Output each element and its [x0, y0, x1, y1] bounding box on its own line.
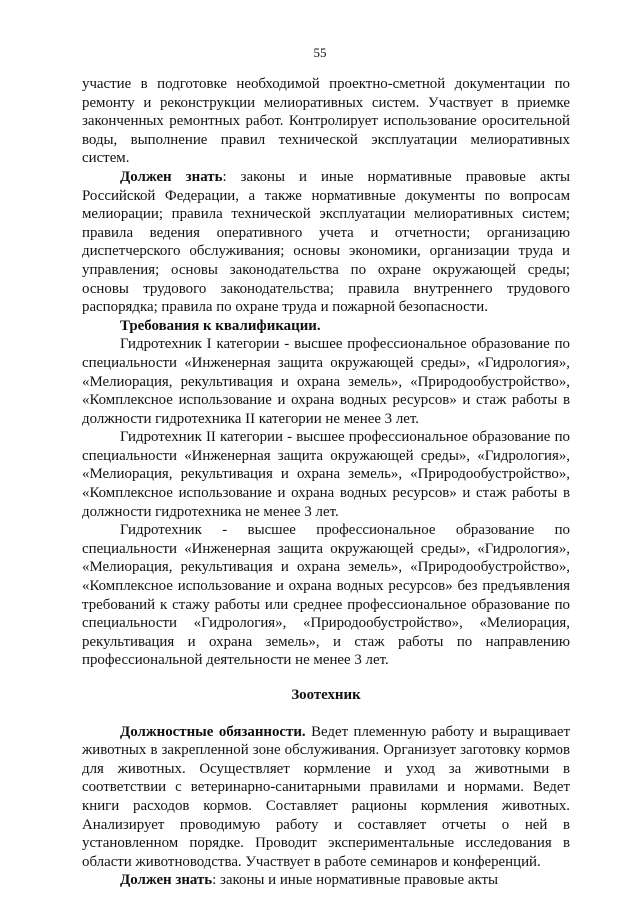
- zootechnician-must-know-label: Должен знать: [120, 872, 213, 889]
- must-know-text: : законы и иные нормативные правовые акты Российской Федерации, а также нормативные документы по вопросам мелиорации; правила технической эксплуатации мелиоративных систем; правила ведения оперативного учета и отчетности; организацию диспетчерского обслуживания; основы экономики, организации труда и управления; основы законодательства по охране окружающей среды; основы трудового законодательства; правила внутреннего трудового распорядка; правила по охране труда и пожарной безопасности.: [82, 168, 570, 316]
- paragraph-category-2: Гидротехник II категории - высшее профессиональное образование по специальности «Инженерная защита окружающей среды», «Гидрология», «Мелиорация, рекультивация и охрана земель», «Природообустройство», «Комплексное использование и охрана водных ресурсов» и стаж работы в должности гидротехника не менее 3 лет.: [82, 429, 570, 520]
- qualification-heading: [82, 317, 570, 336]
- zootechnician-must-know-text: : законы и иные нормативные правовые акты: [212, 872, 499, 889]
- paragraph-technician: Гидротехник - высшее профессиональное образование по специальности «Инженерная защита окружающей среды», «Гидрология», «Мелиорация, рекультивация и охрана земель», «Природообустройство», «Комплексное использование и охрана водных ресурсов» без предъявления требований к стажу работы или среднее профессиональное образование по специальности «Гидрология», «Природообустройство», «Мелиорация, рекультивация и охрана земель», и стаж работы по направлению профессиональной деятельности не менее 3 лет.: [82, 522, 570, 669]
- qualification-heading-text: Требования к квалификации.: [120, 317, 321, 334]
- document-body: [82, 75, 570, 890]
- duties-label: Должностные обязанности.: [120, 723, 306, 740]
- paragraph-must-know: [82, 168, 570, 317]
- paragraph-category-1: Гидротехник I категории - высшее профессиональное образование по специальности «Инженерная защита окружающей среды», «Гидрология», «Мелиорация, рекультивация и охрана земель», «Природообустройство», «Комплексное использование и охрана водных ресурсов» и стаж работы в должности гидротехника II категории не менее 3 лет.: [82, 336, 570, 427]
- paragraph-zootechnician-duties: [82, 723, 570, 872]
- page-number: 55: [313, 45, 327, 60]
- paragraph-zootechnician-must-know: [82, 871, 570, 890]
- section-title: Зоотехник: [291, 687, 361, 703]
- duties-text: Ведет племенную работу и выращивает животных в закрепленной зоне обслуживания. Организует заготовку кормов для животных. Осуществляет кормление и уход за животными в соответствии с ветеринарно-санитарными правилами и нормами. Ведет книги расходов кормов. Составляет рационы кормления животных. Анализирует проводимую работу и составляет отчеты о ней в установленном порядке. Проводит экспериментальные исследования в области животноводства. Участвует в работе семинаров и конференций.: [82, 723, 570, 870]
- must-know-label: Должен знать: [120, 168, 223, 185]
- paragraph-duties-continued: участие в подготовке необходимой проектно-сметной документации по ремонту и реконструкции мелиоративных систем. Участвует в приемке законченных ремонтных работ. Контролирует использование оросительной воды, выполнение правил технической эксплуатации мелиоративных систем.: [82, 76, 570, 167]
